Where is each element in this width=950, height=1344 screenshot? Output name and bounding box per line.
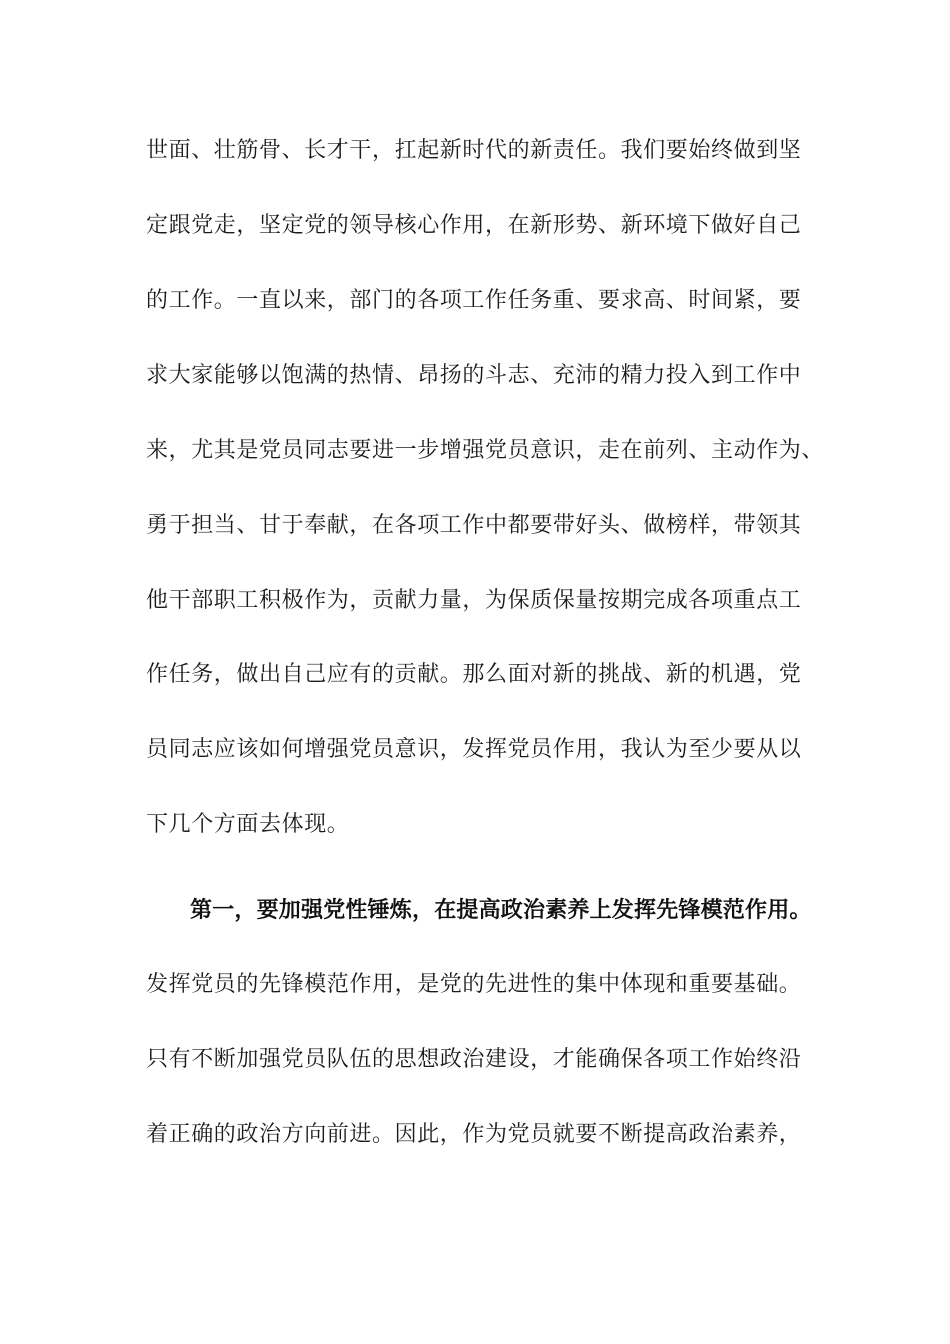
paragraph-line: 定跟党走，坚定党的领导核心作用，在新形势、新环境下做好自己 [146, 213, 802, 238]
paragraph-line: 世面、壮筋骨、长才干，扛起新时代的新责任。我们要始终做到坚 [146, 138, 802, 163]
paragraph-line: 只有不断加强党员队伍的思想政治建设，才能确保各项工作始终沿 [146, 1047, 802, 1072]
paragraph-line: 来，尤其是党员同志要进一步增强党员意识，走在前列、主动作为、 [146, 438, 825, 463]
paragraph-line: 员同志应该如何增强党员意识，发挥党员作用，我认为至少要从以 [146, 737, 802, 762]
section-heading: 第一，要加强党性锤炼，在提高政治素养上发挥先锋模范作用。 [190, 898, 812, 923]
paragraph-line: 下几个方面去体现。 [146, 812, 350, 837]
paragraph-line: 他干部职工积极作为，贡献力量，为保质保量按期完成各项重点工 [146, 588, 802, 613]
paragraph-line: 的工作。一直以来，部门的各项工作任务重、要求高、时间紧，要 [146, 288, 802, 313]
paragraph-line: 着正确的政治方向前进。因此，作为党员就要不断提高政治素养， [146, 1122, 802, 1147]
paragraph-line: 勇于担当、甘于奉献，在各项工作中都要带好头、做榜样，带领其 [146, 513, 802, 538]
paragraph-line: 发挥党员的先锋模范作用，是党的先进性的集中体现和重要基础。 [146, 972, 802, 997]
paragraph-line: 作任务，做出自己应有的贡献。那么面对新的挑战、新的机遇，党 [146, 662, 802, 687]
paragraph-line: 求大家能够以饱满的热情、昂扬的斗志、充沛的精力投入到工作中 [146, 363, 802, 388]
